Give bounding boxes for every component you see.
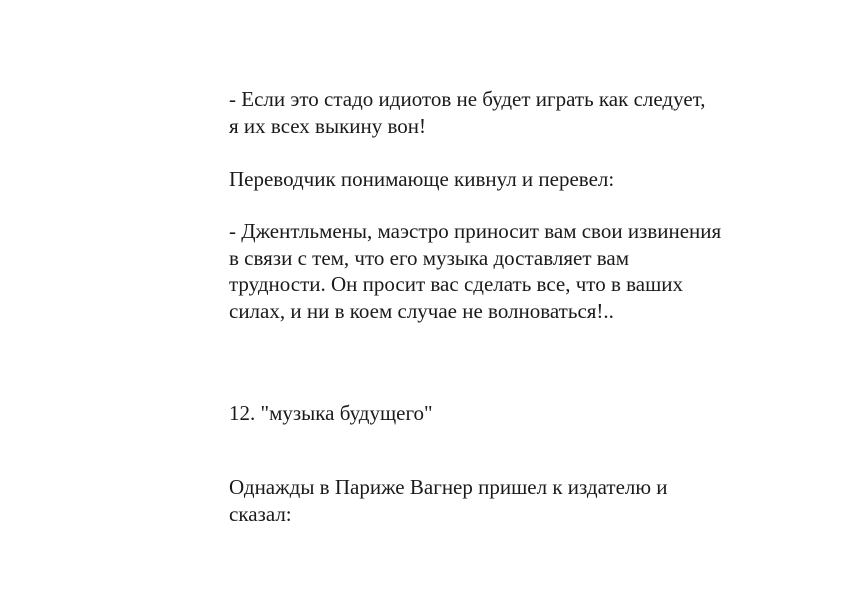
dialogue-paragraph-threat: - Если это стадо идиотов не будет играть как следует, я их всех выкину вон!	[229, 87, 706, 138]
section-heading: 12. "музыка будущего"	[229, 401, 433, 425]
narration-paragraph-translator: Переводчик понимающе кивнул и перевел:	[229, 167, 615, 191]
narration-paragraph-wagner: Однажды в Париже Вагнер пришел к издателю и сказал:	[229, 475, 668, 526]
dialogue-paragraph-gentlemen: - Джентльмены, маэстро приносит вам свои извинения в связи с тем, что его музыка доставляет вам трудности. Он просит вас сделать все, что в ваших силах, и ни в коем случае не волноваться!..	[229, 219, 722, 323]
